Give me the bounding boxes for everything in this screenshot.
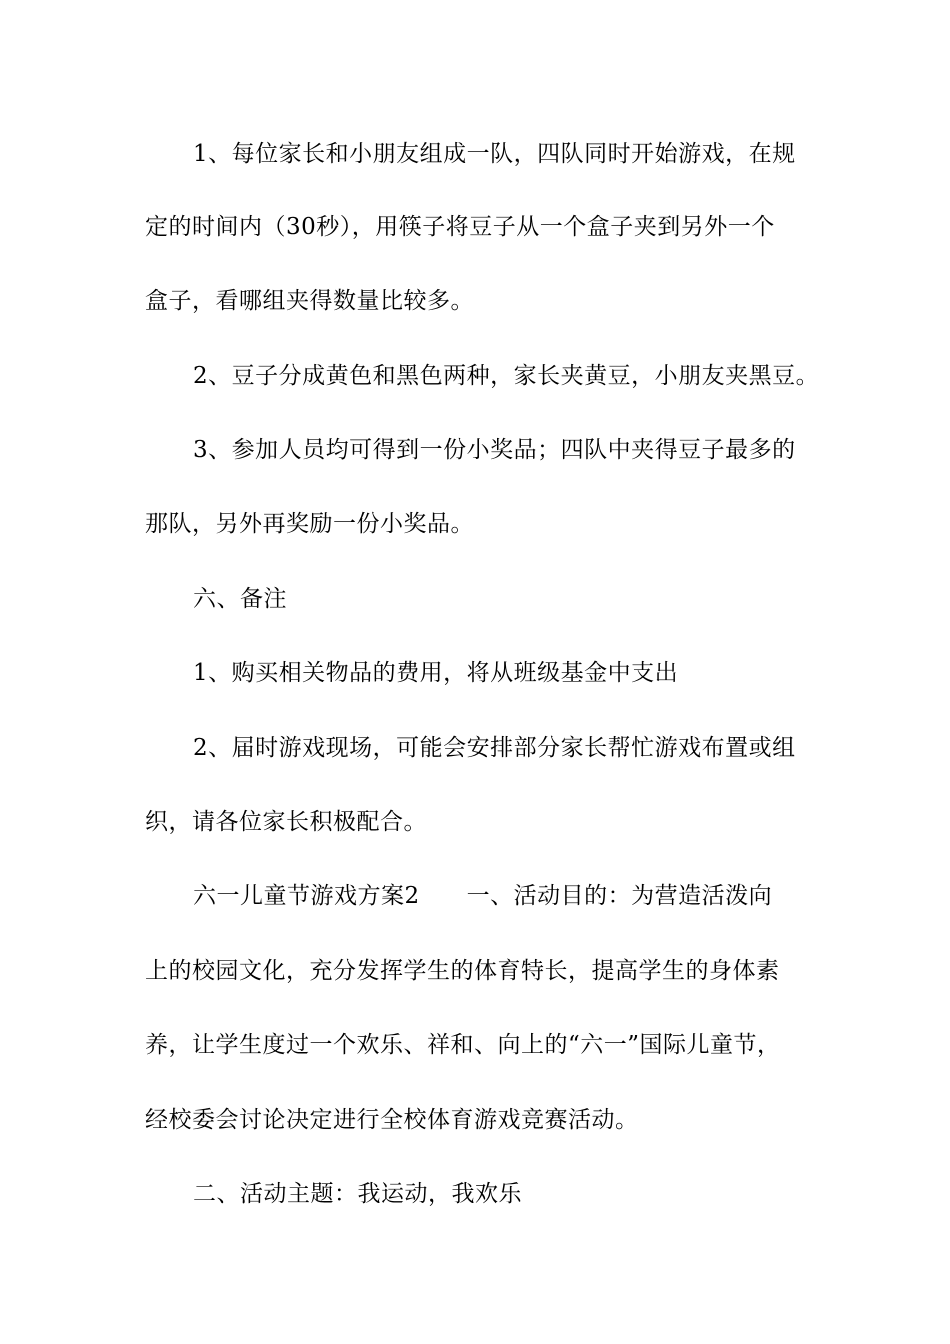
paragraph-line: 定的时间内（30秒），用筷子将豆子从一个盒子夹到另外一个	[145, 214, 775, 240]
paragraph-line: 2、届时游戏现场，可能会安排部分家长帮忙游戏布置或组	[193, 735, 796, 761]
paragraph-line: 盒子，看哪组夹得数量比较多。	[145, 288, 474, 314]
paragraph-line: 二、活动主题：我运动，我欢乐	[193, 1181, 522, 1207]
paragraph-line: 1、购买相关物品的费用，将从班级基金中支出	[193, 660, 679, 686]
paragraph-line: 那队，另外再奖励一份小奖品。	[145, 511, 474, 537]
paragraph-line: 经校委会讨论决定进行全校体育游戏竞赛活动。	[145, 1107, 639, 1133]
paragraph-line: 2、豆子分成黄色和黑色两种，家长夹黄豆，小朋友夹黑豆。	[193, 363, 820, 389]
paragraph-line: 上的校园文化，充分发挥学生的体育特长，提高学生的身体素	[145, 958, 780, 984]
paragraph-line: 六一儿童节游戏方案2 一、活动目的：为营造活泼向	[193, 883, 773, 909]
paragraph-line: 1、每位家长和小朋友组成一队，四队同时开始游戏，在规	[193, 141, 796, 167]
paragraph-line: 织，请各位家长积极配合。	[145, 809, 427, 835]
paragraph-line: 养，让学生度过一个欢乐、祥和、向上的“六一”国际儿童节，	[145, 1032, 781, 1058]
paragraph-line: 3、参加人员均可得到一份小奖品；四队中夹得豆子最多的	[193, 437, 796, 463]
section-heading: 六、备注	[193, 586, 287, 612]
